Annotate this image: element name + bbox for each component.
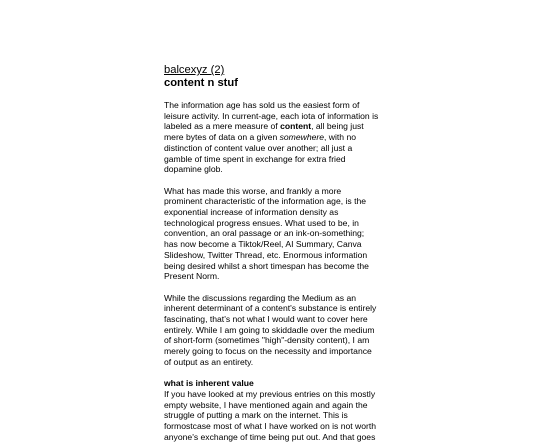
site-home-link[interactable]: balcexyz (2): [164, 64, 225, 76]
paragraph-intro-text-2: , all being just mere bytes of data on a given: [164, 121, 364, 143]
article: [164, 64, 380, 442]
paragraph-intro-italic: somewhere: [279, 132, 325, 143]
section-body: If you have looked at my previous entries on this mostly empty website, I have mentioned again and again the struggle of putting a mark on the internet. This is formostcase most of what I have worked on is not worth anyone's exchange of time being put out. And that goes: [164, 388, 377, 442]
paragraph-density: What has made this worse, and frankly a more prominent characteristic of the information age, is the exponential increase of information density as technological progress ensues. What used to be, in convention, an oral passage or an ink-on-something; has now become a Tiktok/Reel, AI Summary, Canva Slideshow, Twitter Thread, etc. Enormous information being desired whilst a short timespan has become the Present Norm.: [164, 185, 369, 282]
paragraph-intro: [164, 100, 380, 175]
paragraph-intro-text-1: The information age has sold us the easiest form of leisure activity. In current-age, each iota of information is labeled as a mere measure of: [164, 100, 379, 132]
paragraph-medium: While the discussions regarding the Medium as an inherent determinant of a content's substance is entirely fascinating, that's not what I would want to cover here entirely. While I am going to skiddadle over the medium of short-form (sometimes "high"-density content), I am merely going to focus on the necessity and importance of output as an entirety.: [164, 292, 377, 367]
section-heading: what is inherent value: [164, 378, 254, 389]
page-title: content n stuf: [164, 77, 238, 89]
paragraph-intro-bold: content: [280, 121, 312, 132]
paragraph-intro-text-3: , with no distinction of content value over another; all just a gamble of time spent in exchange for extra fried dopamine glob.: [164, 132, 357, 175]
